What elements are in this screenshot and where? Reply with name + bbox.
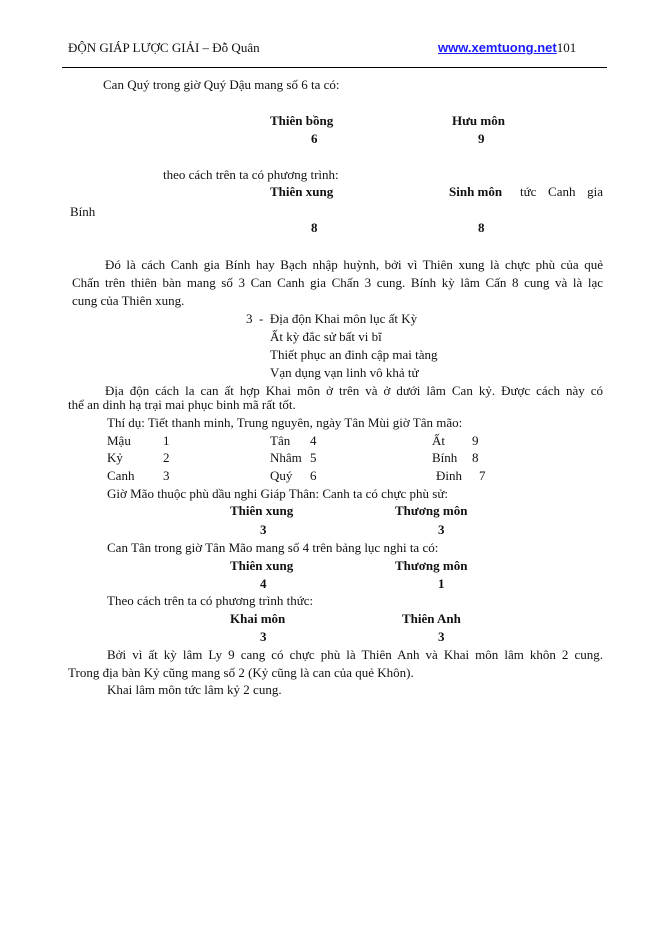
header-title: ĐỘN GIÁP LƯỢC GIẢI – Đỗ Quân [68, 40, 260, 55]
table-cell-name: Mậu [107, 433, 131, 448]
paragraph-line: Chấn trên thiên bàn mang số 3 Can Canh gia Chấn 3 cung. Bính kỳ lâm Cấn 8 cung và là lạc [72, 275, 603, 290]
paragraph-line: Trong địa bàn Kỷ cũng mang số 2 (Kỷ cũng là can của quẻ Khôn). [68, 665, 414, 680]
paragraph: theo cách trên ta có phương trình: [163, 167, 339, 182]
equation-value: 3 [438, 629, 445, 644]
equation-value: 3 [438, 522, 445, 537]
paragraph: Khai lâm môn tức lâm kỷ 2 cung. [107, 682, 282, 697]
equation-label: Khai môn [230, 611, 286, 626]
paragraph: Can Tân trong giờ Tân Mão mang số 4 trên bảng lục nghi ta có: [107, 540, 439, 555]
page-number: 101 [556, 40, 577, 55]
paragraph: Giờ Mão thuộc phù dầu nghi Giáp Thân: Canh ta có chực phù sử: [107, 486, 448, 501]
equation-value: 8 [311, 220, 318, 235]
equation-label: Thương môn [395, 558, 468, 573]
paragraph-line: cung của Thiên xung. [72, 293, 185, 308]
table-cell-name: Nhâm [270, 450, 302, 465]
equation-label: Thiên Anh [402, 611, 461, 626]
table-cell-name: Canh [107, 468, 135, 483]
table-cell-value: 4 [310, 433, 317, 448]
paragraph: Can Quý trong giờ Quý Dậu mang số 6 ta có: [103, 77, 340, 92]
equation-label: Hưu môn [452, 113, 505, 128]
equation-value: 8 [478, 220, 485, 235]
equation-label: Sinh môn [449, 184, 503, 199]
paragraph: Theo cách trên ta có phương trình thức: [107, 593, 314, 608]
poem-line: Thiết phục an đinh cập mai tàng [270, 347, 438, 362]
equation-value: 4 [260, 576, 267, 591]
table-cell-name: Quý [270, 468, 293, 483]
paragraph-line: Bởi vì ất kỳ lâm Ly 9 cang có chực phù là Thiên Anh và Khai môn lâm khôn 2 cung. [107, 647, 603, 662]
equation-label: Thiên xung [230, 503, 294, 518]
equation-suffix: tức Canh gia [520, 184, 603, 199]
table-cell-value: 5 [310, 450, 317, 465]
equation-label: Thương môn [395, 503, 468, 518]
website-link[interactable]: www.xemtuong.net [438, 40, 557, 55]
equation-value: 1 [438, 576, 445, 591]
equation-label: Thiên xung [230, 558, 294, 573]
table-cell-name: Ất [432, 433, 445, 448]
table-cell-value: 6 [310, 468, 317, 483]
equation-value: 3 [260, 522, 267, 537]
poem-line: Vạn dụng vạn linh vô khả tử [270, 365, 419, 380]
equation-suffix-wrap: Bính [70, 204, 96, 219]
table-cell-name: Kỷ [107, 450, 123, 465]
paragraph-line: Địa độn cách la can ất hợp Khai môn ở trên và ở dưới lâm Can kỷ. Được cách này có [105, 383, 603, 398]
header-link-and-page [438, 40, 576, 56]
table-cell-value: 1 [163, 433, 170, 448]
table-cell-name: Bính [432, 450, 458, 465]
equation-label: Thiên bồng [270, 113, 334, 128]
table-cell-value: 9 [472, 433, 479, 448]
poem-heading: 3 - Địa độn Khai môn lục ất Kỳ [246, 311, 418, 326]
table-cell-value: 7 [479, 468, 486, 483]
table-cell-name: Đinh [436, 468, 462, 483]
table-cell-value: 2 [163, 450, 170, 465]
equation-value: 3 [260, 629, 267, 644]
paragraph-line: thể an dinh hạ trại mai phục binh mã rất tốt. [68, 397, 296, 412]
paragraph: Thí dụ: Tiết thanh minh, Trung nguyên, ngày Tân Mùi giờ Tân mão: [107, 415, 463, 430]
table-cell-value: 8 [472, 450, 479, 465]
table-cell-name: Tân [270, 433, 291, 448]
paragraph-line: Đó là cách Canh gia Bính hay Bạch nhập huỳnh, bởi vì Thiên xung là chực phù của quẻ [105, 257, 603, 272]
table-cell-value: 3 [163, 468, 170, 483]
equation-value: 9 [478, 131, 485, 146]
header-rule [62, 67, 607, 68]
poem-line: Ất kỳ đắc sử bất vi bĩ [270, 329, 382, 344]
equation-label: Thiên xung [270, 184, 334, 199]
equation-value: 6 [311, 131, 318, 146]
